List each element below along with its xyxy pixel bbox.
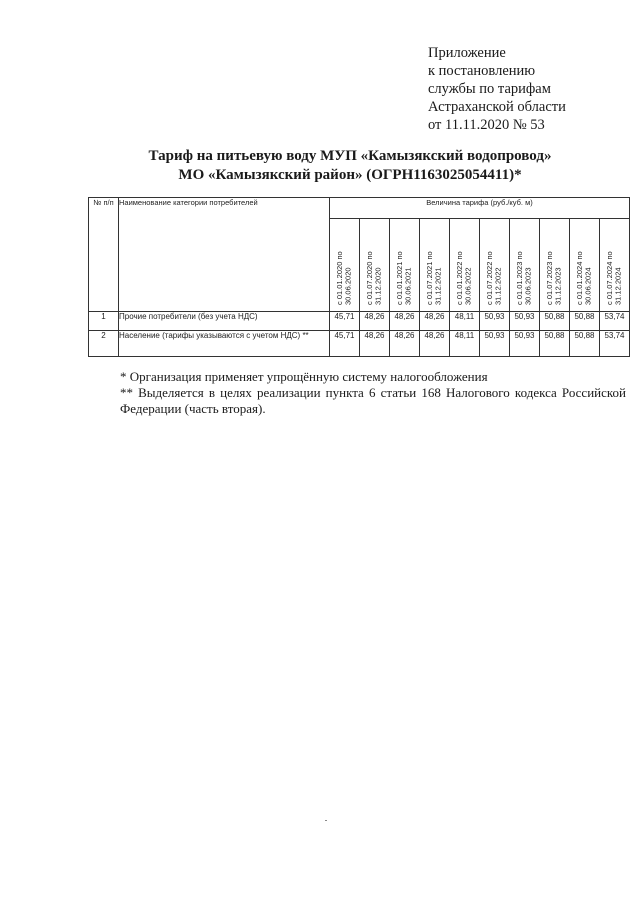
period-header: с 01.01.2021 по 30.06.2021 <box>390 219 420 312</box>
document-title <box>60 147 640 185</box>
header-num: № п/п <box>89 198 119 312</box>
period-header: с 01.01.2023 по 30.06.2023 <box>510 219 540 312</box>
tariff-value: 53,74 <box>600 331 630 357</box>
appendix-line: к постановлению <box>428 63 536 79</box>
tariff-value: 48,26 <box>390 331 420 357</box>
table-row <box>89 331 630 357</box>
appendix-block <box>428 44 628 134</box>
appendix-line: от 11.11.2020 № 53 <box>428 117 545 133</box>
tariff-value: 45,71 <box>330 312 360 331</box>
tariff-table <box>88 197 630 357</box>
period-header: с 01.07.2023 по 31.12.2023 <box>540 219 570 312</box>
period-header: с 01.01.2024 по 30.06.2024 <box>570 219 600 312</box>
tariff-value: 48,26 <box>360 312 390 331</box>
row-num: 2 <box>89 331 119 357</box>
footnotes <box>86 369 626 417</box>
period-header: с 01.07.2024 по 31.12.2024 <box>600 219 630 312</box>
period-header: с 01.07.2022 по 31.12.2022 <box>480 219 510 312</box>
period-header: с 01.07.2020 по 31.12.2020 <box>360 219 390 312</box>
tariff-value: 50,93 <box>510 312 540 331</box>
tariff-value: 48,26 <box>420 331 450 357</box>
row-category: Прочие потребители (без учета НДС) <box>119 312 330 331</box>
tariff-value: 48,11 <box>450 331 480 357</box>
period-header: с 01.01.2022 по 30.06.2022 <box>450 219 480 312</box>
title-line-2: МО «Камызякский район» (ОГРН1163025054411)* <box>178 167 522 183</box>
tariff-value: 48,26 <box>360 331 390 357</box>
appendix-line: службы по тарифам <box>428 81 551 97</box>
row-num: 1 <box>89 312 119 331</box>
row-category: Население (тарифы указываются с учетом НДС) ** <box>119 331 330 357</box>
header-name: Наименование категории потребителей <box>119 198 330 312</box>
tariff-value: 50,93 <box>510 331 540 357</box>
appendix-line: Приложение <box>428 45 506 61</box>
tariff-value: 45,71 <box>330 331 360 357</box>
tariff-value: 50,88 <box>540 331 570 357</box>
tariff-value: 50,88 <box>540 312 570 331</box>
table-row <box>89 312 630 331</box>
tariff-value: 48,26 <box>420 312 450 331</box>
tariff-value: 50,88 <box>570 331 600 357</box>
tariff-value: 53,74 <box>600 312 630 331</box>
period-header: с 01.07.2021 по 31.12.2021 <box>420 219 450 312</box>
appendix-line: Астраханской области <box>428 99 566 115</box>
tariff-value: 48,11 <box>450 312 480 331</box>
footnote-1: * Организация применяет упрощённую систему налогообложения <box>120 369 488 384</box>
title-line-1: Тариф на питьевую воду МУП «Камызякский водопровод» <box>148 148 552 164</box>
header-value: Величина тарифа (руб./куб. м) <box>330 198 630 219</box>
tariff-value: 50,93 <box>480 312 510 331</box>
tariff-value: 50,93 <box>480 331 510 357</box>
footnote-2: ** Выделяется в целях реализации пункта 6 статьи 168 Налогового кодекса Российской Федерации (часть вторая). <box>120 385 626 416</box>
tariff-value: 48,26 <box>390 312 420 331</box>
tariff-value: 50,88 <box>570 312 600 331</box>
period-header: с 01.01.2020 по 30.06.2020 <box>330 219 360 312</box>
table-header-row <box>89 198 630 219</box>
scan-speck <box>325 820 327 821</box>
